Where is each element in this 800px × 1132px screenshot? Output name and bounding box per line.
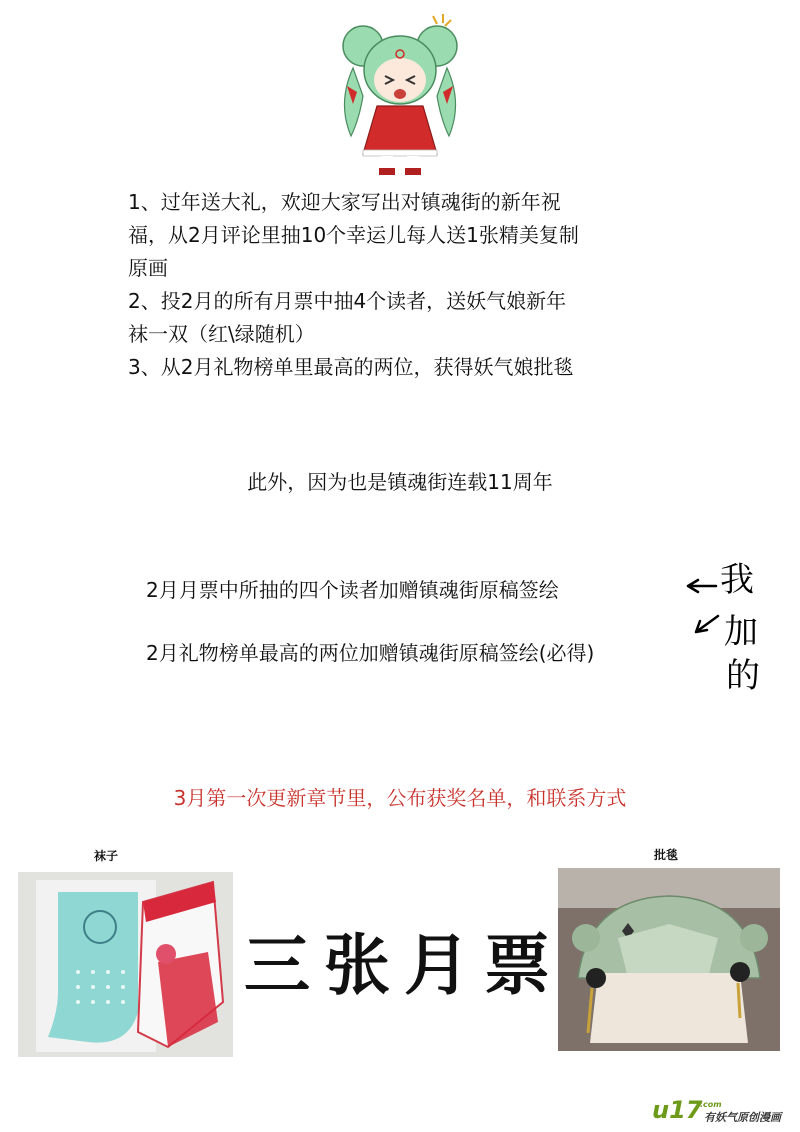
blanket-photo: [558, 868, 780, 1051]
bonus-line-2: 2月礼物榜单最高的两位加赠镇魂街原稿签绘(必得): [146, 641, 595, 665]
rules-line-2: 福，从2月评论里抽10个幸运儿每人送1张精美复制: [128, 223, 579, 247]
rules-line-6: 3、从2月礼物榜单里最高的两位，获得妖气娘批毯: [128, 355, 574, 379]
rules-list: [128, 186, 688, 384]
rules-line-5: 袜一双（红\绿随机）: [128, 322, 315, 346]
blanket-caption: 批毯: [654, 848, 679, 862]
footer-brand: u17: [652, 1096, 703, 1124]
socks-photo: [18, 872, 233, 1057]
extra-intro-text: 此外，因为也是镇魂街连载11周年: [247, 470, 553, 494]
footer-domain: .com: [700, 1100, 722, 1109]
footer-slogan: 有妖气原创漫画: [704, 1111, 781, 1124]
footer-logo: [652, 1096, 792, 1126]
announcement-text: 3月第一次更新章节里，公布获奖名单，和联系方式: [173, 786, 627, 810]
handwritten-note-char-2: 加: [724, 612, 758, 652]
big-title: 三张月票: [244, 926, 564, 1004]
handwritten-note-char-1: 我: [720, 560, 754, 600]
handwritten-note-char-3: 的: [726, 656, 760, 696]
rules-line-3: 原画: [128, 256, 168, 280]
mascot-illustration: [333, 8, 467, 176]
rules-line-1: 1、过年送大礼，欢迎大家写出对镇魂街的新年祝: [128, 190, 561, 214]
rules-line-4: 2、投2月的所有月票中抽4个读者，送妖气娘新年: [128, 289, 567, 313]
bonus-line-1: 2月月票中所抽的四个读者加赠镇魂街原稿签绘: [146, 578, 559, 602]
socks-caption: 袜子: [94, 849, 119, 863]
